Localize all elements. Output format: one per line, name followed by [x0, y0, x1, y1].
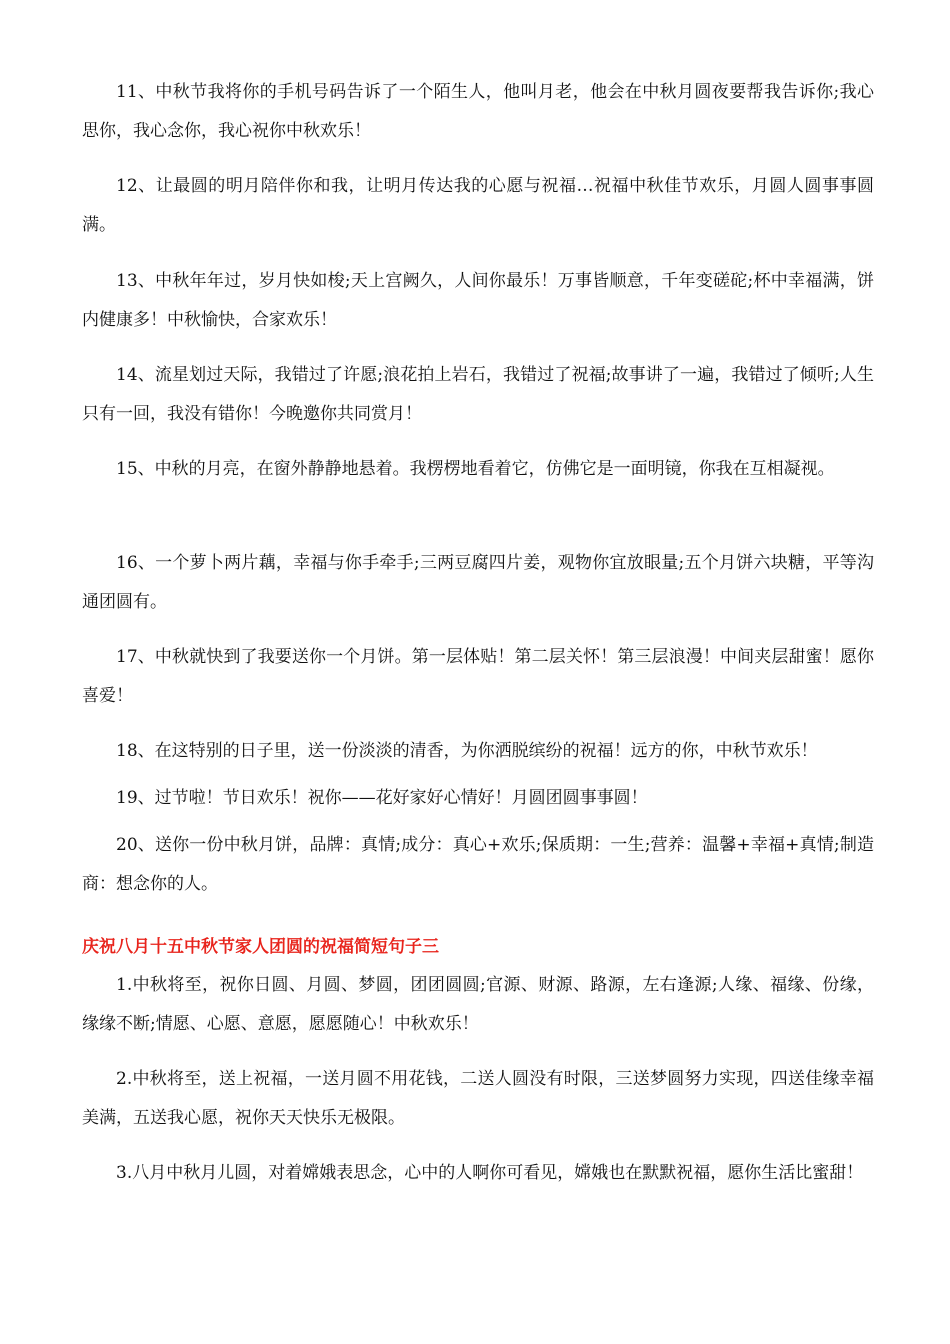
- blessing-paragraph-3: 3.八月中秋月儿圆，对着嫦娥表思念，心中的人啊你可看见，嫦娥也在默默祝福，愿你生活比蜜甜！: [116, 1163, 864, 1183]
- blessing-paragraph-11: 11、中秋节我将你的手机号码告诉了一个陌生人，他叫月老，他会在中秋月圆夜要帮我告诉你;我心思你，我心念你，我心祝你中秋欢乐！: [82, 82, 874, 141]
- blessing-paragraph-12: 12、让最圆的明月陪伴你和我，让明月传达我的心愿与祝福…祝福中秋佳节欢乐，月圆人圆事事圆满。: [82, 176, 874, 235]
- blessing-paragraph-15: 15、中秋的月亮，在窗外静静地悬着。我楞楞地看着它，仿佛它是一面明镜，你我在互相凝视。: [116, 459, 835, 479]
- blessing-paragraph-2: 2.中秋将至，送上祝福，一送月圆不用花钱，二送人圆没有时限，三送梦圆努力实现，四送佳缘幸福美满，五送我心愿，祝你天天快乐无极限。: [82, 1069, 874, 1128]
- blessing-paragraph-14: 14、流星划过天际，我错过了许愿;浪花拍上岩石，我错过了祝福;故事讲了一遍，我错过了倾听;人生只有一回，我没有错你！今晚邀你共同赏月！: [82, 365, 874, 424]
- blessing-paragraph-13: 13、中秋年年过，岁月快如梭;天上宫阙久，人间你最乐！万事皆顺意，千年变磋砣;杯中幸福满，饼内健康多！中秋愉快，合家欢乐！: [82, 271, 874, 330]
- blessing-paragraph-18: 18、在这特别的日子里，送一份淡淡的清香，为你洒脱缤纷的祝福！远方的你，中秋节欢乐！: [116, 741, 818, 761]
- blessing-paragraph-17: 17、中秋就快到了我要送你一个月饼。第一层体贴！第二层关怀！第三层浪漫！中间夹层甜蜜！愿你喜爱！: [82, 647, 874, 706]
- blessing-paragraph-1: 1.中秋将至，祝你日圆、月圆、梦圆，团团圆圆;官源、财源、路源，左右逢源;人缘、福缘、份缘，缘缘不断;情愿、心愿、意愿，愿愿随心！中秋欢乐！: [82, 975, 874, 1034]
- blessing-paragraph-16: 16、一个萝卜两片藕，幸福与你手牵手;三两豆腐四片姜，观物你宜放眼量;五个月饼六块糖，平等沟通团圆有。: [82, 553, 874, 612]
- section-heading: 庆祝八月十五中秋节家人团圆的祝福简短句子三: [82, 937, 439, 957]
- blessing-paragraph-19: 19、过节啦！节日欢乐！祝你——花好家好心情好！月圆团圆事事圆！: [116, 788, 648, 808]
- blessing-paragraph-20: 20、送你一份中秋月饼，品牌：真情;成分：真心+欢乐;保质期：一生;营养：温馨+幸福+真情;制造商：想念你的人。: [82, 835, 874, 894]
